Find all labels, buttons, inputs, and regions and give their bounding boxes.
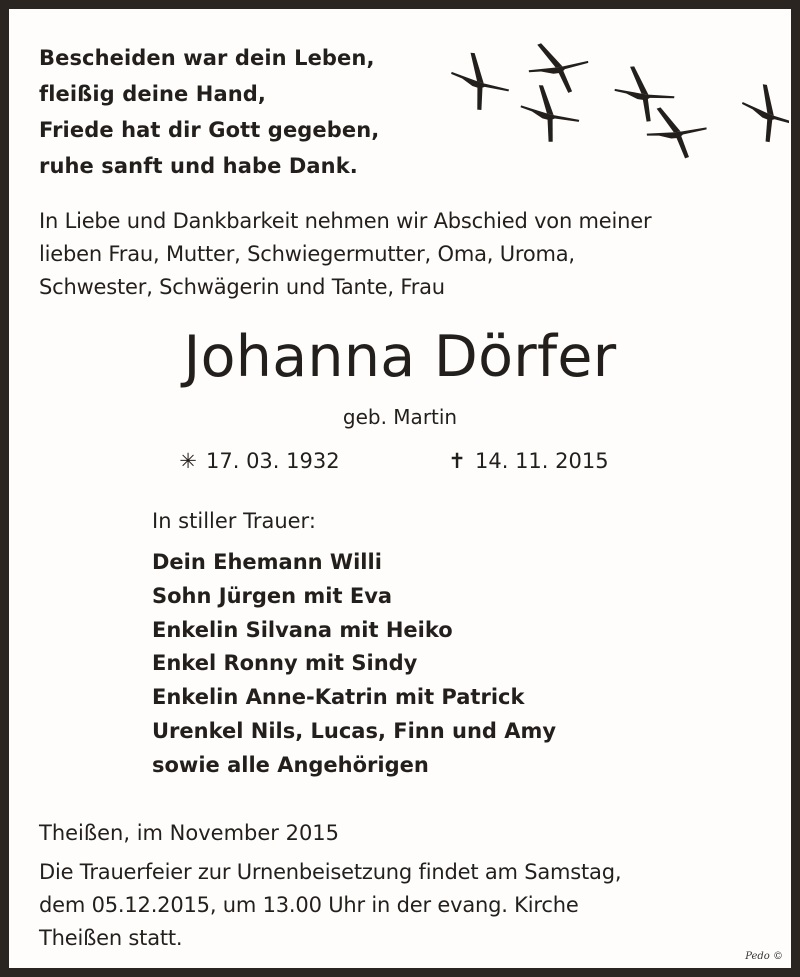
intro-line: In Liebe und Dankbarkeit nehmen wir Abschied von meiner (39, 209, 652, 233)
deceased-name: Johanna Dörfer (183, 324, 617, 390)
death-date: 14. 11. 2015 (475, 449, 609, 473)
verse-line: ruhe sanft und habe Dank. (39, 154, 358, 178)
maiden-name: geb. Martin (342, 405, 458, 429)
flying-cranes-icon (429, 35, 789, 165)
service-info (39, 856, 621, 955)
crane-icon (645, 103, 709, 161)
list-item: sowie alle Angehörigen (152, 752, 429, 777)
service-line: Theißen statt. (39, 926, 183, 950)
crane-icon (732, 79, 789, 151)
intro-text (39, 205, 651, 304)
crane-icon (514, 81, 586, 148)
list-item: Urenkel Nils, Lucas, Finn und Amy (152, 718, 557, 743)
mourners-list (152, 546, 556, 783)
verse-line: fleißig deine Hand, (39, 82, 267, 106)
life-dates (9, 446, 791, 478)
cross-icon: ✝ (448, 449, 466, 473)
intro-line: lieben Frau, Mutter, Schwiegermutter, Oma, Uroma, (39, 242, 575, 266)
list-item: Sohn Jürgen mit Eva (152, 583, 393, 608)
crane-icon (611, 64, 678, 125)
verse-line: Bescheiden war dein Leben, (39, 46, 375, 70)
verse-line: Friede hat dir Gott gegeben, (39, 118, 380, 142)
crane-icon (525, 37, 592, 98)
crane-icon (443, 48, 516, 117)
list-item: Enkelin Silvana mit Heiko (152, 617, 453, 642)
list-item: Dein Ehemann Willi (152, 550, 382, 574)
birth-star-icon: ✳ (179, 449, 197, 473)
list-item: Enkel Ronny mit Sindy (152, 651, 418, 676)
verse (39, 40, 379, 184)
list-item: Enkelin Anne-Katrin mit Patrick (152, 685, 525, 710)
birth-date-group (176, 446, 340, 476)
mourning-label: In stiller Trauer: (152, 509, 316, 533)
service-line: Die Trauerfeier zur Urnenbeisetzung findet am Samstag, (39, 860, 622, 884)
intro-line: Schwester, Schwägerin und Tante, Frau (39, 275, 445, 299)
place-date: Theißen, im November 2015 (39, 821, 340, 845)
death-date-group (445, 446, 609, 476)
designer-credit: Pedo © (745, 951, 783, 962)
service-line: dem 05.12.2015, um 13.00 Uhr in der evang. Kirche (39, 893, 579, 917)
birth-date: 17. 03. 1932 (206, 449, 340, 473)
